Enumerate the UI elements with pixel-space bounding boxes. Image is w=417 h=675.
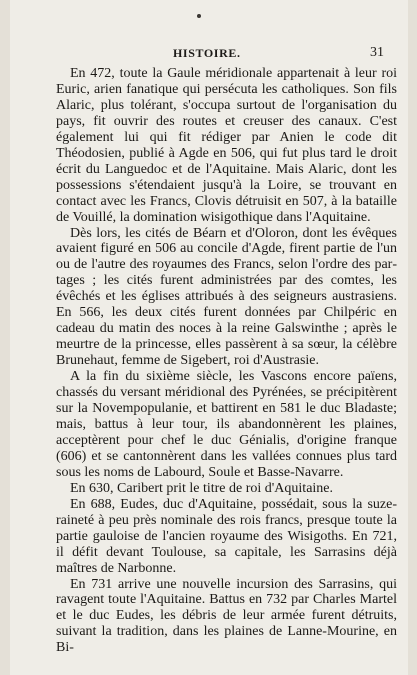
- paragraph: Dès lors, les cités de Béarn et d'Oloron, dont les évêques avaient figuré en 506 au concile d'Agde, firent partie de l'un ou de l'autre des royaumes des Francs, selon l'ordre des partages ; les cités furent administrées par des comtes, les évêchés et les églises attribués à des seigneurs austrasiens. En 566, les deux cités furent données par Chilpéric en cadeau du matin des noces à la reine Galswinthe ; après le meurtre de la princesse, elles passèrent à sa sœur, la célèbre Brunehaut, femme de Sigebert, roi d'Austrasie.: [56, 225, 397, 369]
- paragraph: En 688, Eudes, duc d'Aquitaine, possédait, sous la suzeraineté à peu près nominale des rois francs, presque toute la partie gauloise de l'ancien royaume des Wisigoths. En 721, il défit devant Toulouse, sa capitale, les Sarrasins déjà maîtres de Narbonne.: [56, 496, 397, 576]
- running-title: HISTOIRE.: [173, 46, 241, 60]
- page-sheet: [10, 0, 408, 675]
- page-number: 31: [370, 45, 384, 60]
- paragraph: A la fin du sixième siècle, les Vascons encore païens, chassés du versant méridional des Pyrénées, se précipitèrent sur la Novempopulanie, et battirent en 581 le duc Bladaste; mais, battus à leur tour, ils abandonnèrent les plaines, acceptèrent pour chef le duc Génialis, d'origine franque (606) et se cantonnèrent dans les vallées connues plus tard sous les noms de Labourd, Soule et Basse-Navarre.: [56, 369, 397, 480]
- paragraph: En 472, toute la Gaule méridionale appartenait à leur roi Euric, arien fanatique qui persécuta les catholiques. Son fils Alaric, plus tolérant, s'occupa surtout de l'organisation du pays, fit ouvrir des routes et creuser des canaux. C'est également lui qui fit rédiger par Anien le code dit Théodosien, publié à Agde en 506, qui fut plus tard le droit écrit du Languedoc et de l'Aquitaine. Mais Alaric, dont les possessions s'étendaient jusqu'à la Loire, se trouvant en contact avec les Francs, Clovis détruisit en 507, à la bataille de Vouillé, la domination wisigothique dans l'Aquitaine.: [56, 66, 397, 225]
- ink-dot: [197, 14, 201, 18]
- paragraph: En 630, Caribert prit le titre de roi d'Aquitaine.: [70, 480, 334, 496]
- body-text: [56, 66, 397, 656]
- paragraph: En 731 arrive une nouvelle incursion des Sarrasins, qui ravagent toute l'Aquitaine. Battus en 732 par Charles Martel et le duc Eudes, les débris de leur armée furent détruits, suivant la tradition, dans les plaines de Lanne-Mourine, en Bi-: [56, 576, 397, 656]
- page-header: [10, 46, 408, 60]
